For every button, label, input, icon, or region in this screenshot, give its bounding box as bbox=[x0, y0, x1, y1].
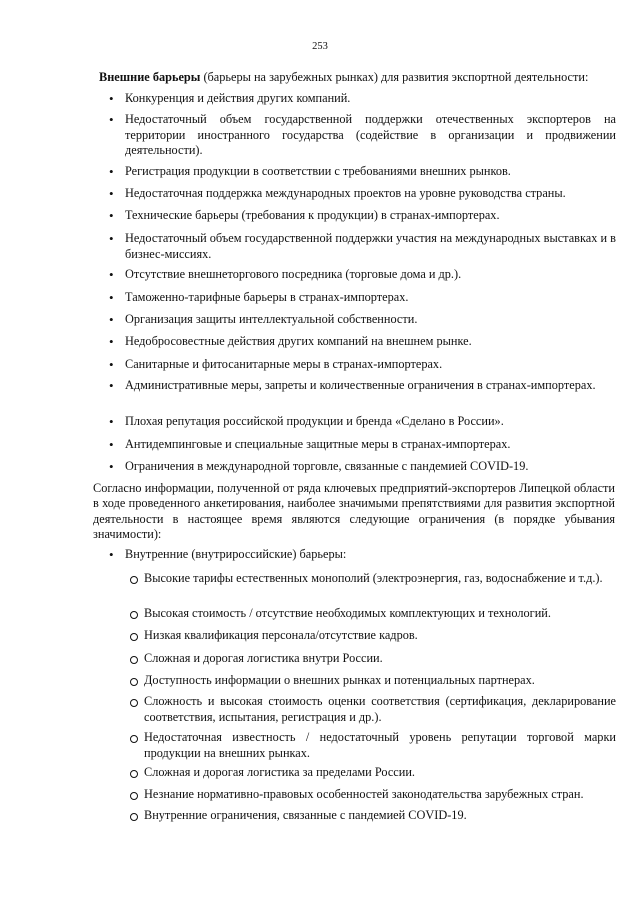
sub-list-item: Сложная и дорогая логистика внутри России. bbox=[130, 651, 616, 667]
sub-list-item: Высокая стоимость / отсутствие необходимых комплектующих и технологий. bbox=[130, 606, 616, 622]
list-item: • Антидемпинговые и специальные защитные меры в странах-импортерах. bbox=[109, 437, 616, 453]
external-barriers-list bbox=[109, 208, 616, 224]
internal-barriers-list bbox=[130, 808, 616, 824]
list-item: • Таможенно-тарифные барьеры в странах-импортерах. bbox=[109, 290, 616, 306]
internal-barriers-list bbox=[130, 730, 616, 761]
sub-list-item: Незнание нормативно-правовых особенностей законодательства зарубежных стран. bbox=[130, 787, 616, 803]
internal-barriers-list bbox=[130, 651, 616, 667]
external-barriers-list bbox=[109, 164, 616, 180]
external-barriers-list bbox=[109, 91, 616, 107]
list-item: • Конкуренция и действия других компаний. bbox=[109, 91, 616, 107]
external-barriers-list bbox=[109, 334, 616, 350]
external-barriers-list bbox=[109, 357, 616, 373]
external-barriers-list bbox=[109, 290, 616, 306]
list-item: • Ограничения в международной торговле, связанные с пандемией COVID-19. bbox=[109, 459, 616, 475]
list-item: • Плохая репутация российской продукции и бренда «Сделано в России». bbox=[109, 414, 616, 430]
section-intro-text: (барьеры на зарубежных рынках) для развития экспортной деятельности: bbox=[200, 70, 589, 84]
list-item: • Недостаточная поддержка международных проектов на уровне руководства страны. bbox=[109, 186, 616, 202]
internal-barriers-list bbox=[130, 673, 616, 689]
sub-list-item: Доступность информации о внешних рынках и потенциальных партнерах. bbox=[130, 673, 616, 689]
list-item: • Административные меры, запреты и количественные ограничения в странах-импортерах. bbox=[109, 378, 616, 394]
external-barriers-list bbox=[109, 231, 616, 262]
internal-barriers-list bbox=[130, 787, 616, 803]
internal-barriers-list bbox=[130, 694, 616, 725]
list-item: • Недостаточный объем государственной поддержки отечественных экспортеров на территории иностранного государства (содействие в организации и продвижении деятельности). bbox=[109, 112, 616, 159]
sub-list-item: Внутренние ограничения, связанные с пандемией COVID-19. bbox=[130, 808, 616, 824]
list-item: • Технические барьеры (требования к продукции) в странах-импортерах. bbox=[109, 208, 616, 224]
internal-barriers-heading: • Внутренние (внутрироссийские) барьеры: bbox=[109, 547, 616, 563]
internal-barriers-heading-list bbox=[109, 547, 616, 563]
list-item: • Регистрация продукции в соответствии с требованиями внешних рынков. bbox=[109, 164, 616, 180]
external-barriers-list bbox=[109, 186, 616, 202]
page-number: 253 bbox=[312, 41, 328, 52]
external-barriers-list bbox=[109, 112, 616, 159]
sub-list-item: Недостаточная известность / недостаточный уровень репутации торговой марки продукции на внешних рынках. bbox=[130, 730, 616, 761]
internal-barriers-list bbox=[130, 628, 616, 644]
sub-list-item: Высокие тарифы естественных монополий (электроэнергия, газ, водоснабжение и т.д.). bbox=[130, 571, 616, 587]
internal-barriers-list bbox=[130, 571, 616, 587]
sub-list-item: Сложность и высокая стоимость оценки соответствия (сертификация, декларирование соответствия, испытания, регистрация и др.). bbox=[130, 694, 616, 725]
external-barriers-list bbox=[109, 414, 616, 430]
section-intro-bold: Внешние барьеры bbox=[99, 70, 201, 84]
list-item: • Санитарные и фитосанитарные меры в странах-импортерах. bbox=[109, 357, 616, 373]
internal-barriers-list bbox=[130, 606, 616, 622]
list-item: • Недостаточный объем государственной поддержки участия на международных выставках и в бизнес-миссиях. bbox=[109, 231, 616, 262]
internal-barriers-list bbox=[130, 765, 616, 781]
external-barriers-list bbox=[109, 267, 616, 283]
list-item: • Отсутствие внешнеторгового посредника (торговые дома и др.). bbox=[109, 267, 616, 283]
section-intro bbox=[99, 70, 619, 85]
list-item: • Недобросовестные действия других компаний на внешнем рынке. bbox=[109, 334, 616, 350]
external-barriers-list bbox=[109, 437, 616, 453]
sub-list-item: Низкая квалификация персонала/отсутствие кадров. bbox=[130, 628, 616, 644]
body-paragraph: Согласно информации, полученной от ряда ключевых предприятий-экспортеров Липецкой области в ходе проведенного анкетирования, наиболее значимыми препятствиями для развития экспортной деятельности в настоящее время являются следующие ограничения (в порядке убывания значимости): bbox=[93, 481, 615, 541]
external-barriers-list bbox=[109, 312, 616, 328]
sub-list-item: Сложная и дорогая логистика за пределами России. bbox=[130, 765, 616, 781]
external-barriers-list bbox=[109, 378, 616, 394]
external-barriers-list bbox=[109, 459, 616, 475]
list-item: • Организация защиты интеллектуальной собственности. bbox=[109, 312, 616, 328]
